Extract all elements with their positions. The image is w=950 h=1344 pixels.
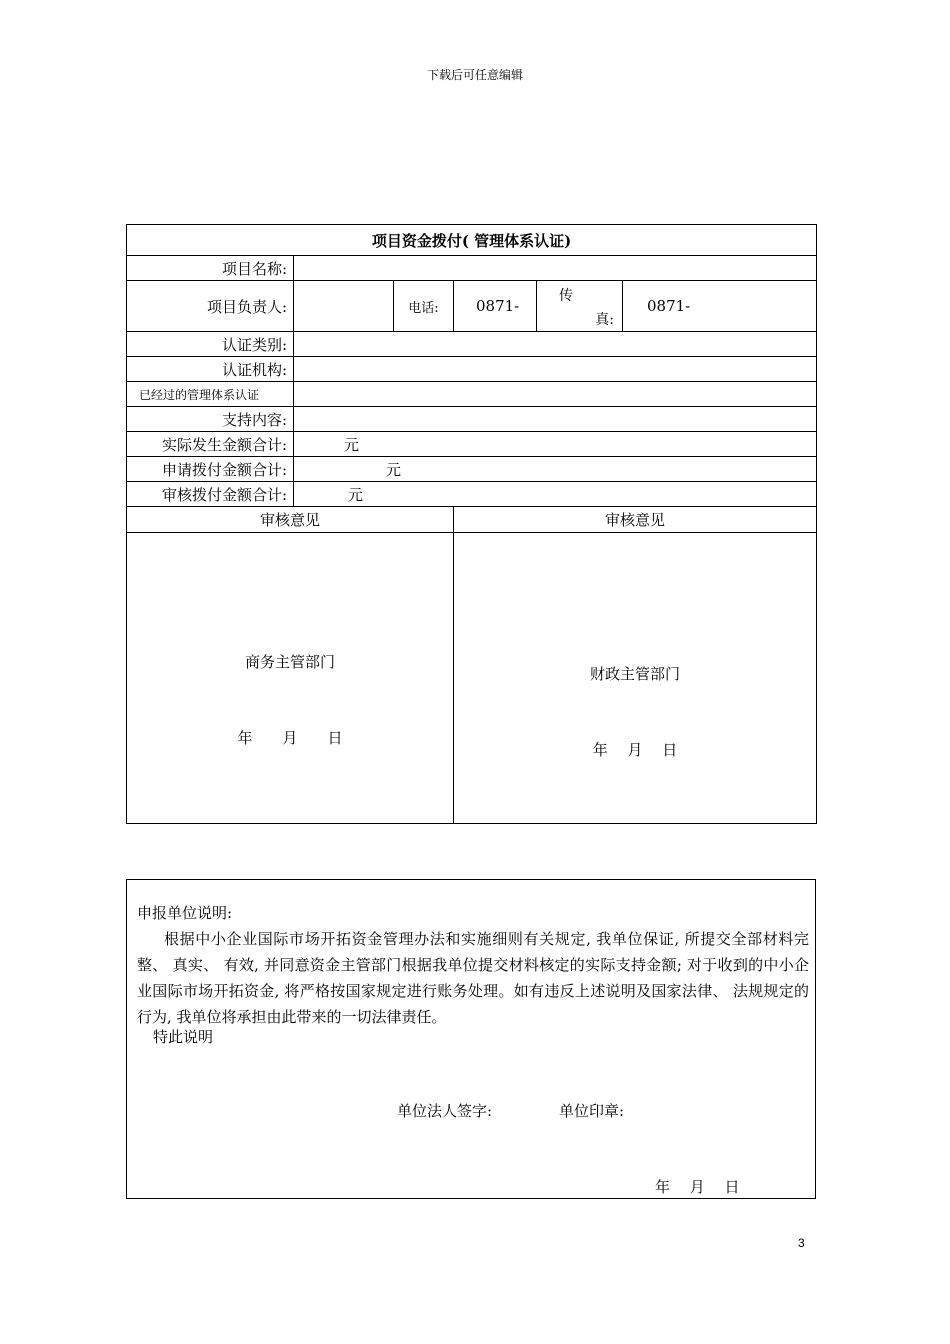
phone-label: 电话: xyxy=(394,281,454,332)
opinion-right-box[interactable] xyxy=(454,533,817,824)
fax-label-top: 传 xyxy=(559,288,573,304)
support-label: 支持内容: xyxy=(127,407,294,432)
left-date: 年 月 日 xyxy=(237,729,343,747)
page-number: 3 xyxy=(798,1236,805,1250)
project-name-label: 项目名称: xyxy=(127,256,294,281)
project-name-field[interactable] xyxy=(294,256,817,281)
phone-field[interactable]: 0871- xyxy=(454,281,537,332)
applicant-statement xyxy=(126,879,816,1199)
opinion-right-header: 审核意见 xyxy=(454,507,817,533)
fax-field[interactable]: 0871- xyxy=(623,281,817,332)
statement-closing: 特此说明 xyxy=(153,1028,214,1046)
support-field[interactable] xyxy=(294,407,817,432)
cert-type-field[interactable] xyxy=(294,332,817,357)
signature-label: 单位法人签字: xyxy=(397,1102,493,1120)
fax-label-bottom: 真: xyxy=(595,312,614,328)
commerce-dept: 商务主管部门 xyxy=(244,653,335,671)
leader-field[interactable] xyxy=(294,281,394,332)
statement-body: 根据中小企业国际市场开拓资金管理办法和实施细则有关规定, 我单位保证, 所提交全部材料完整、 真实、 有效, 并同意资金主管部门根据我单位提交材料核定的实际支持金额; 对于收到的中小企业国际市场开拓资金, 将严格按国家规定进行账务处理。如有违反上述说明及国家法律、 法规规定的行为, 我单位将承担由此带来的一切法律责任。 xyxy=(137,930,809,1026)
fax-label-cell xyxy=(537,281,623,332)
cert-type-label: 认证类别: xyxy=(127,332,294,357)
opinion-left-box[interactable] xyxy=(127,533,454,824)
finance-dept: 财政主管部门 xyxy=(590,665,681,683)
audit-amount-label: 审核拨付金额合计: xyxy=(127,482,294,507)
leader-label: 项目负责人: xyxy=(127,281,294,332)
seal-label: 单位印章: xyxy=(559,1102,625,1120)
statement-title: 申报单位说明: xyxy=(137,904,233,922)
statement-date: 年 月 日 xyxy=(655,1178,740,1196)
apply-amount-label: 申请拨付金额合计: xyxy=(127,457,294,482)
opinion-left-header: 审核意见 xyxy=(127,507,454,533)
apply-amount-field[interactable]: 元 xyxy=(294,457,817,482)
audit-amount-field[interactable]: 元 xyxy=(294,482,817,507)
header-note: 下载后可任意编辑 xyxy=(426,68,523,82)
actual-amount-field[interactable]: 元 xyxy=(294,432,817,457)
form-title: 项目资金拨付( 管理体系认证) xyxy=(127,225,817,256)
cert-org-label: 认证机构: xyxy=(127,357,294,382)
right-date: 年 月 日 xyxy=(592,741,678,759)
actual-amount-label: 实际发生金额合计: xyxy=(127,432,294,457)
cert-org-field[interactable] xyxy=(294,357,817,382)
passed-cert-field[interactable] xyxy=(294,382,817,407)
fund-allocation-form xyxy=(126,224,817,824)
passed-cert-label: 已经过的管理体系认证 xyxy=(127,382,294,407)
